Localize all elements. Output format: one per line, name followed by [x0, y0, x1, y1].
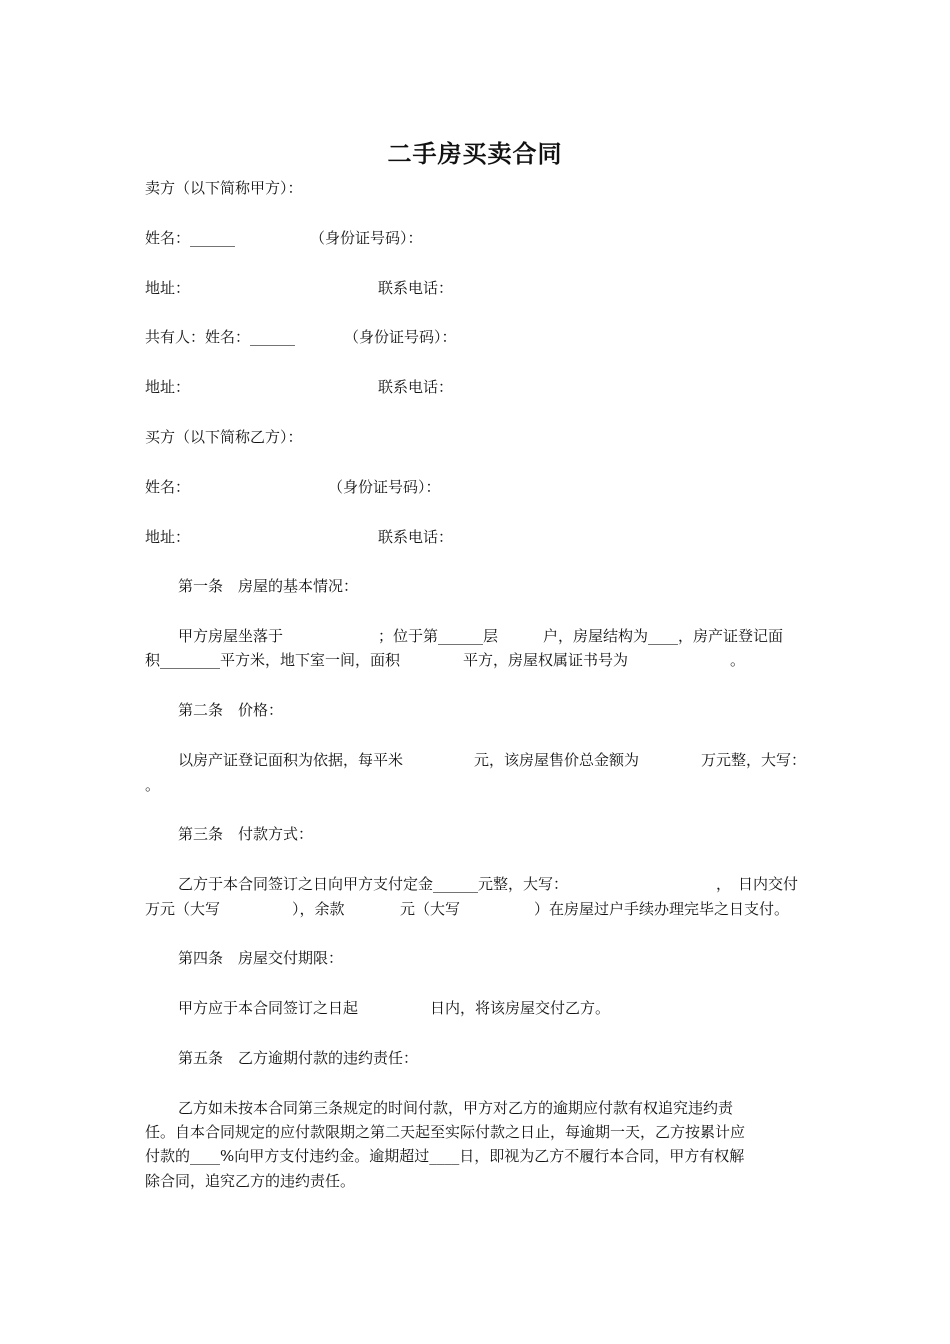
article-3-text: ， [716, 875, 732, 893]
coowner-name-label: 共有人：姓名：______ [145, 328, 296, 346]
article-3-text: 乙方于本合同签订之日向甲方支付定金______元整，大写： [178, 875, 569, 893]
article-3-text: 元（大写 [400, 900, 461, 918]
article-2-text: 以房产证登记面积为依据，每平米 [178, 751, 404, 769]
article-5-line-2: 任。自本合同规定的应付款限期之第二天起至实际付款之日止，每逾期一天，乙方按累计应 [145, 1123, 746, 1141]
article-1-text: 户，房屋结构为____，房产证登记面 [543, 627, 784, 645]
article-1-text: 。 [730, 651, 746, 669]
article-3-text: 日内交付 [738, 875, 799, 893]
article-5-line-3: 付款的____%向甲方支付违约金。逾期超过____日，即视为乙方不履行本合同，甲方有权解 [145, 1147, 745, 1165]
seller-name-label: 姓名：______ [145, 229, 236, 247]
coowner-address-label: 地址： [145, 378, 191, 396]
seller-address-label: 地址： [145, 279, 191, 297]
buyer-header: 买方（以下简称乙方）： [145, 428, 303, 446]
coowner-id-label: （身份证号码）： [344, 328, 457, 346]
article-5-line-4: 除合同，追究乙方的违约责任。 [145, 1172, 356, 1190]
article-5-line-1: 乙方如未按本合同第三条规定的时间付款，甲方对乙方的逾期应付款有权追究违约责 [178, 1099, 734, 1117]
buyer-address-label: 地址： [145, 528, 191, 546]
article-2-heading: 第二条 价格： [178, 701, 284, 719]
article-2-text: 万元整，大写： [701, 751, 807, 769]
seller-id-label: （身份证号码）： [310, 229, 423, 247]
article-1-text: 积________平方米，地下室一间，面积 [145, 651, 401, 669]
article-3-text: 万元（大写 [145, 900, 221, 918]
article-2-line-2: 。 [145, 776, 161, 794]
buyer-id-label: （身份证号码）： [328, 478, 441, 496]
article-4-text: 甲方应于本合同签订之日起 [178, 999, 359, 1017]
article-1-heading: 第一条 房屋的基本情况： [178, 577, 359, 595]
document-title: 二手房买卖合同 [387, 139, 563, 168]
article-2-text: 元，该房屋售价总金额为 [474, 751, 640, 769]
article-5-heading: 第五条 乙方逾期付款的违约责任： [178, 1049, 419, 1067]
article-1-text: 甲方房屋坐落于 [178, 627, 284, 645]
coowner-phone-label: 联系电话： [378, 378, 454, 396]
seller-phone-label: 联系电话： [378, 279, 454, 297]
article-4-text: 日内，将该房屋交付乙方。 [430, 999, 611, 1017]
article-3-text: ），余款 [292, 900, 345, 918]
article-3-heading: 第三条 付款方式： [178, 825, 314, 843]
article-4-heading: 第四条 房屋交付期限： [178, 949, 344, 967]
article-1-text: 平方，房屋权属证书号为 [463, 651, 629, 669]
buyer-phone-label: 联系电话： [378, 528, 454, 546]
seller-header: 卖方（以下简称甲方）： [145, 179, 303, 197]
article-1-text: ；位于第______层 [378, 627, 499, 645]
buyer-name-label: 姓名： [145, 478, 191, 496]
article-3-text: ）在房屋过户手续办理完毕之日支付。 [534, 900, 790, 918]
